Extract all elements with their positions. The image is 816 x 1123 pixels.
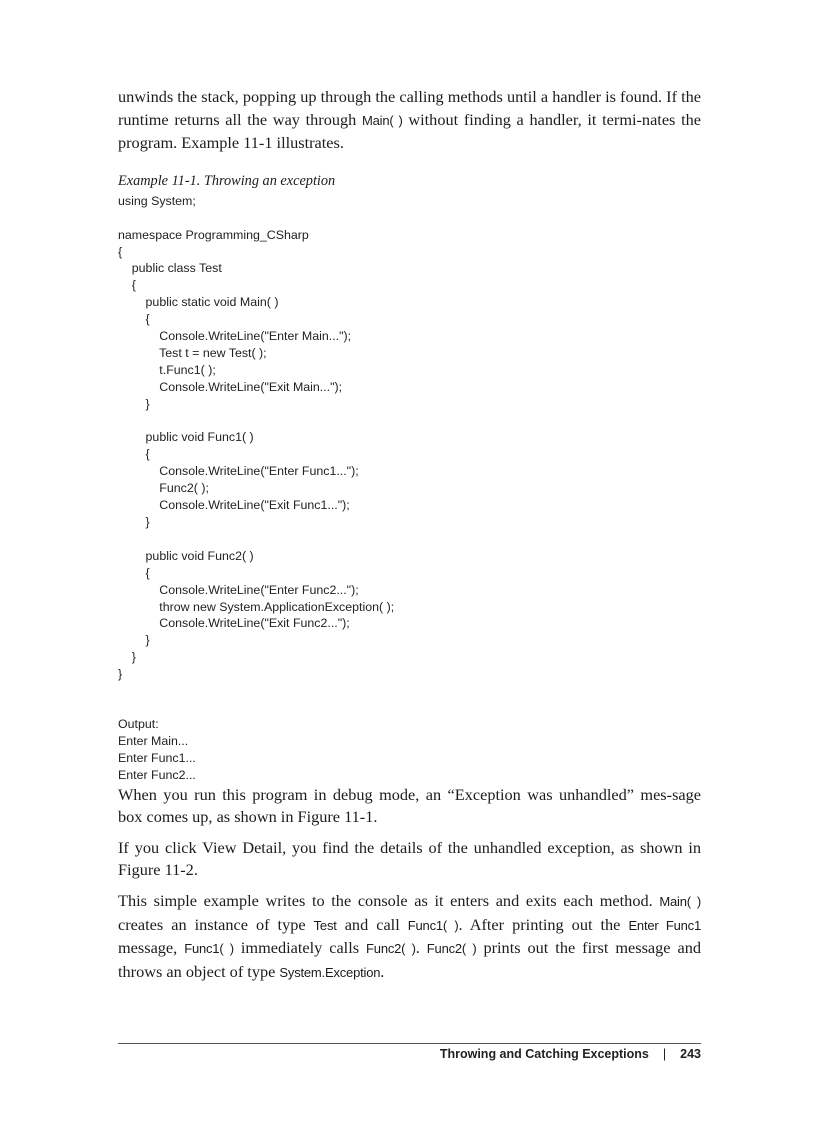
running-section-title: Throwing and Catching Exceptions bbox=[439, 1047, 649, 1061]
inline-code: Test bbox=[313, 917, 337, 933]
paragraph-explanation bbox=[118, 890, 701, 984]
inline-code: Enter Func1 bbox=[628, 917, 702, 933]
inline-code: Func2( ) bbox=[426, 941, 477, 957]
inline-code: Main( ) bbox=[361, 112, 403, 128]
text-run: unwinds the stack, popping up through the calling methods until a handler is found. If the runtime returns all the way through bbox=[118, 87, 701, 129]
inline-code: Main( ) bbox=[659, 894, 701, 910]
inline-code: Func2( ) bbox=[366, 941, 416, 957]
inline-code: Func1( ) bbox=[184, 941, 234, 957]
inline-code: System.Exception bbox=[279, 964, 381, 980]
example-caption: Example 11-1. Throwing an exception bbox=[118, 172, 336, 189]
code-listing: using System; namespace Programming_CSharp { public class Test { public static void Main( ) { Console.WriteLine("Enter Main..."); Test t = new Test( ); t.Func1( ); Console.WriteLine("Exit Main..."); } public void Func1( ) { Console.WriteLine("Enter Func1..."); Func2( ); Console.WriteLine("Exit Func1..."); } public void Func2( ) { Console.WriteLine("Enter Func2..."); throw new System.ApplicationException( ); Console.WriteLine("Exit Func2..."); } } } bbox=[118, 193, 395, 682]
paragraph-debug-mode: When you run this program in debug mode, an “Exception was unhandled” mes-sage box comes up, as shown in Figure 11-1. bbox=[118, 784, 701, 827]
text-run: creates an instance of type bbox=[118, 914, 314, 934]
text-run: . After printing out the bbox=[458, 914, 629, 934]
text-run: . bbox=[415, 938, 427, 958]
footer-rule bbox=[118, 1043, 701, 1044]
text-run: and call bbox=[336, 914, 408, 934]
paragraph-view-detail: If you click View Detail, you find the details of the unhandled exception, as shown in Figure 11-2. bbox=[118, 837, 701, 880]
text-run: without finding a handler, it termi-nates the program. Example 11-1 illustrates. bbox=[118, 109, 701, 153]
inline-code: Func1( ) bbox=[407, 917, 459, 933]
text-run: message, bbox=[118, 938, 185, 958]
page-number: 243 bbox=[680, 1047, 701, 1061]
page-footer bbox=[118, 1047, 701, 1061]
footer-separator: | bbox=[662, 1047, 667, 1061]
text-run: prints out the first message and throws an object of type bbox=[118, 938, 701, 981]
text-run: . bbox=[380, 961, 385, 981]
page-content bbox=[118, 86, 701, 984]
intro-paragraph bbox=[118, 86, 701, 155]
text-run: This simple example writes to the console as it enters and exits each method. bbox=[118, 891, 660, 911]
program-output: Output: Enter Main... Enter Func1... Enter Func2... bbox=[118, 717, 196, 782]
text-run: immediately calls bbox=[233, 938, 367, 958]
